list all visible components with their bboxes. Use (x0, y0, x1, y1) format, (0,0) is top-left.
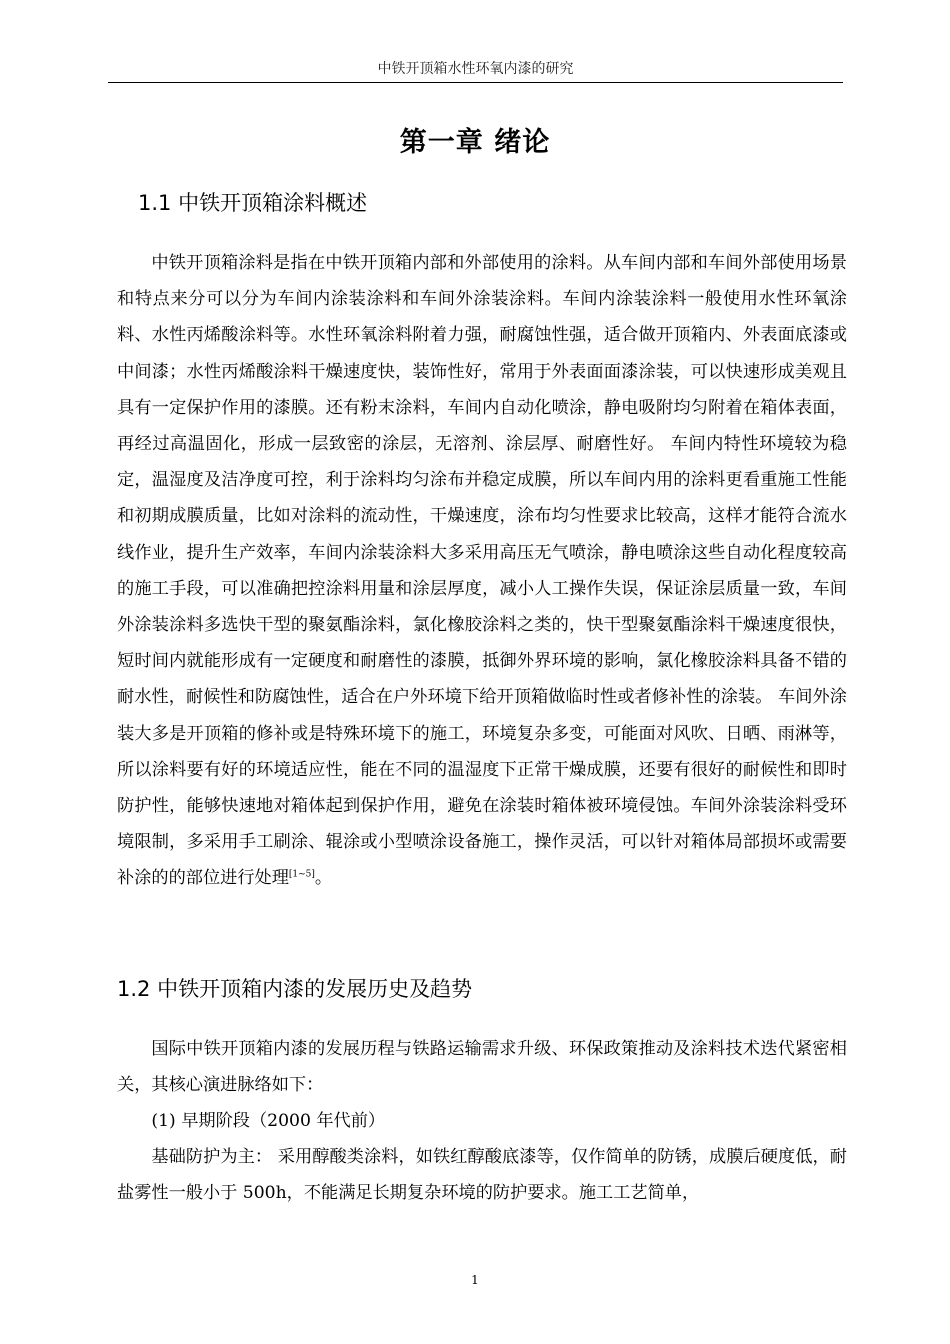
page-number: 1 (471, 1273, 479, 1287)
section-heading-1-1: 1.1 中铁开顶箱涂料概述 (138, 191, 368, 215)
paragraph-text: 中铁开顶箱涂料是指在中铁开顶箱内部和外部使用的涂料。从车间内部和车间外部使用场景和特点来分可以分为车间内涂装涂料和车间外涂装涂料。车间内涂装涂料一般使用水性环氧涂料、水性丙烯酸涂料等。水性环氧涂料附着力强，耐腐蚀性强，适合做开顶箱内、外表面底漆或中间漆；水性丙烯酸涂料干燥速度快，装饰性好，常用于外表面面漆涂装，可以快速形成美观且具有一定保护作用的漆膜。还有粉末涂料，车间内自动化喷涂，静电吸附均匀附着在箱体表面，再经过高温固化，形成一层致密的涂层，无溶剂、涂层厚、耐磨性好。 车间内特性环境较为稳定，温湿度及洁净度可控，利于涂料均匀涂布并稳定成膜，所以车间内用的涂料更看重施工性能和初期成膜质量，比如对涂料的流动性，干燥速度，涂布均匀性要求比较高，这样才能符合流水线作业，提升生产效率，车间内涂装涂料大多采用高压无气喷涂，静电喷涂这些自动化程度较高的施工手段，可以准确把控涂料用量和涂层厚度，减小人工操作失误，保证涂层质量一致，车间外涂装涂料多选快干型的聚氨酯涂料，氯化橡胶涂料之类的，快干型聚氨酯涂料干燥速度很快，短时间内就能形成有一定硬度和耐磨性的漆膜，抵御外界环境的影响，氯化橡胶涂料具备不错的耐水性，耐候性和防腐蚀性，适合在户外环境下给开顶箱做临时性或者修补性的涂装。 车间外涂装大多是开顶箱的修补或是特殊环境下的施工，环境复杂多变，可能面对风吹、日晒、雨淋等，所以涂料要有好的环境适应性，能在不同的温湿度下正常干燥成膜，还要有很好的耐候性和即时防护性，能够快速地对箱体起到保护作用，避免在涂装时箱体被环境侵蚀。车间外涂装涂料受环境限制，多采用手工刷涂、辊涂或小型喷涂设备施工，操作灵活，可以针对箱体局部损坏或需要补涂的的部位进行处理 (117, 253, 847, 889)
paragraph-end: 。 (314, 868, 333, 889)
stage-text: 基础防护为主： 采用醇酸类涂料，如铁红醇酸底漆等，仅作简单的防锈，成膜后硬度低，耐盐雾性一般小于 500h，不能满足长期复杂环境的防护要求。施工工艺简单， (117, 1147, 847, 1204)
section-1-1-paragraph (117, 245, 847, 897)
running-header: 中铁开顶箱水性环氧内漆的研究 (377, 61, 574, 77)
chapter-title: 第一章 绪论 (399, 127, 551, 158)
citation-ref: [1~5] (288, 869, 315, 880)
section-heading-1-2: 1.2 中铁开顶箱内漆的发展历史及趋势 (117, 977, 473, 1001)
header-rule (108, 82, 843, 83)
stage-label: (1) 早期阶段（2000 年代前） (151, 1111, 386, 1131)
section-1-2-intro: 国际中铁开顶箱内漆的发展历程与铁路运输需求升级、环保政策推动及涂料技术迭代紧密相关，其核心演进脉络如下： (117, 1039, 847, 1096)
